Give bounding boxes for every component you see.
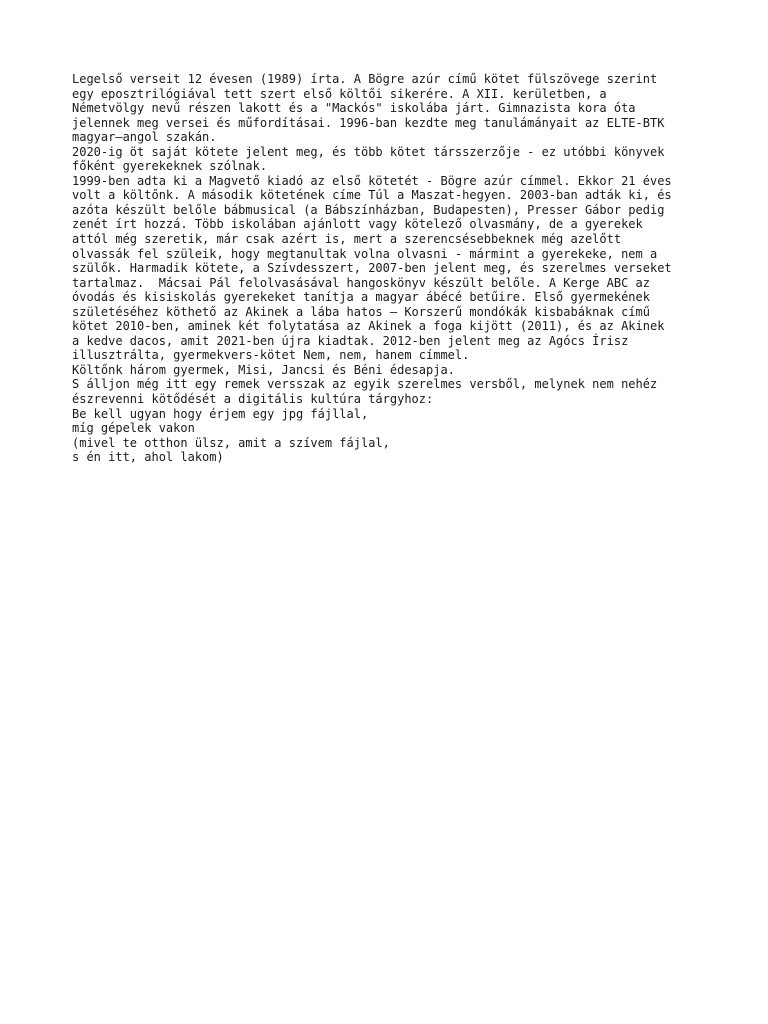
paragraph-verse: Be kell ugyan hogy érjem egy jpg fájllal, míg gépelek vakon (mivel te otthon ülsz, amit a szívem fájlal, s én itt, ahol lakom): [72, 406, 390, 465]
paragraph-volumes: 2020-ig öt saját kötete jelent meg, és több kötet társszerzője - ez utóbbi könyvek főként gyerekeknek szólnak.: [72, 144, 665, 174]
paragraph-works: 1999-ben adta ki a Magvető kiadó az első kötetét - Bögre azúr címmel. Ekkor 21 éves volt a költőnk. A második kötetének címe Túl a Maszat-hegyen. 2003-ban adták ki, és azóta készült belőle bábmusical (a Bábszínházban, Budapesten), Presser Gábor pedig zenét írt hozzá. Több iskolában ajánlott vagy kötelező olvasmány, de a gyerekek attól még szeretik, már csak azért is, mert a szerencsésebbeknek még azelőtt olvassák fel szüleik, hogy megtanultak volna olvasni - mármint a gyerekeke, nem a szülők. Harmadik kötete, a Szívdesszert, 2007-ben jelent meg, és szerelmes verseket tartalmaz. Mácsai Pál felolvasásával hangoskönyv készült belőle. A Kerge ABC az óvodás és kisiskolás gyerekeket tanítja a magyar ábécé betűire. Első gyermekének születéséhez köthető az Akinek a lába hatos – Korszerű mondókák kisbabáknak című kötet 2010-ben, aminek két folytatása az Akinek a foga kijött (2011), és az Akinek a kedve dacos, amit 2021-ben újra kiadtak. 2012-ben jelent meg az Agócs Írisz illusztrálta, gyermekvers-kötet Nem, nem, hanem címmel.: [72, 173, 672, 363]
paragraph-family: Költőnk három gyermek, Misi, Jancsi és Béni édesapja.: [72, 362, 455, 377]
paragraph-biography-start: Legelső verseit 12 évesen (1989) írta. A Bögre azúr című kötet fülszövege szerint egy eposztrilógiával tett szert első költői sikerére. A XII. kerületben, a Németvölgy nevű részen lakott és a "Mackós" iskolába járt. Gimnazista kora óta jelennek meg versei és műfordításai. 1996-ban kezdte meg tanulámányait az ELTE-BTK magyar–angol szakán.: [72, 72, 665, 145]
document-page: [72, 72, 712, 465]
paragraph-verse-intro: S álljon még itt egy remek versszak az egyik szerelmes versből, melynek nem nehéz észrevenni kötődését a digitális kultúra tárgyhoz:: [72, 377, 658, 407]
